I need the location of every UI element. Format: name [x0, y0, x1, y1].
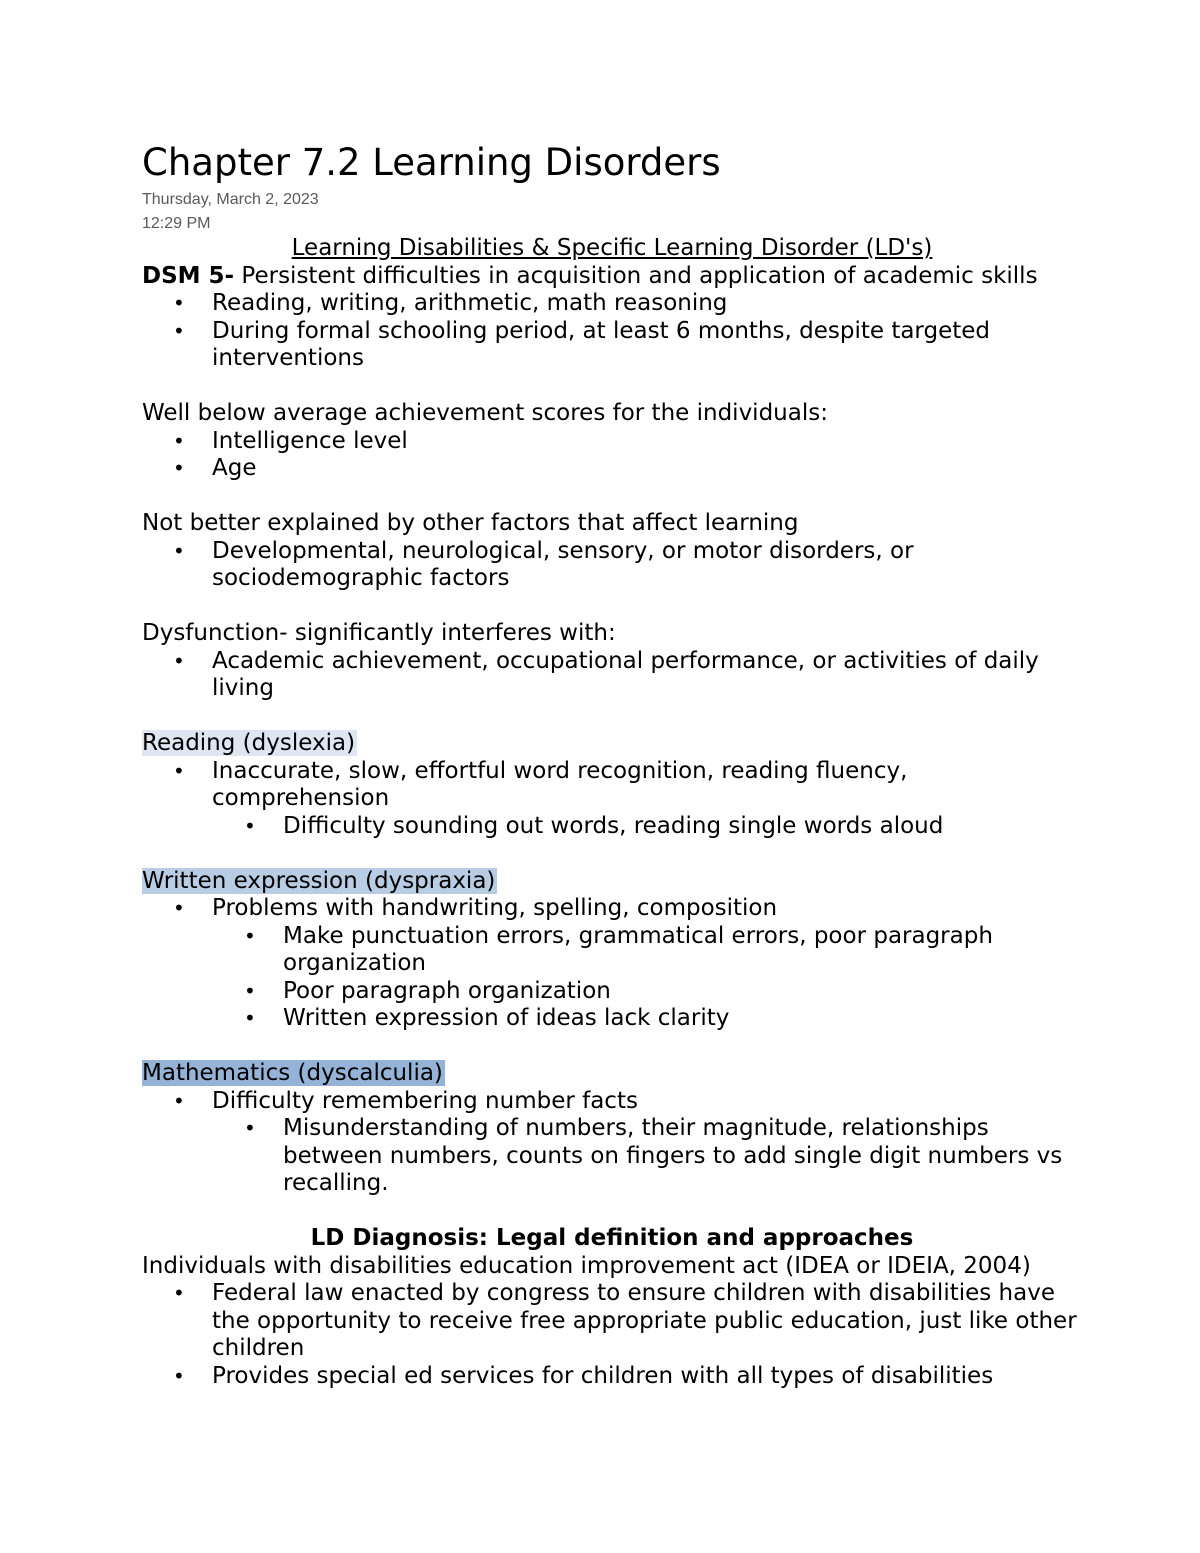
bullet-icon: • — [244, 1116, 256, 1140]
not-explained-list — [142, 538, 1082, 593]
list-item: • Developmental, neurological, sensory, or motor disorders, or sociodemographic factors — [173, 537, 914, 591]
bullet-icon: • — [244, 923, 256, 948]
reading-label: Reading (dyslexia) — [142, 730, 356, 756]
spacer — [142, 840, 1082, 868]
math-heading — [142, 1060, 1082, 1088]
list-item: • Academic achievement, occupational performance, or activities of daily living — [173, 647, 1039, 701]
bullet-icon: • — [173, 456, 185, 480]
bullet-icon: • — [173, 1363, 185, 1388]
achievement-paragraph: Well below average achievement scores for the individuals: — [142, 400, 828, 426]
reading-heading — [142, 730, 1082, 758]
dsm-text: Persistent difficulties in acquisition and application of academic skills — [234, 262, 1038, 289]
note-time: 12:29 PM — [142, 215, 211, 232]
note-date: Thursday, March 2, 2023 — [142, 191, 319, 208]
bullet-icon: • — [244, 813, 256, 838]
list-item: • Age — [173, 455, 257, 481]
bullet-icon: • — [173, 1088, 185, 1113]
spacer — [142, 373, 1082, 401]
list-item: • Poor paragraph organization — [244, 977, 611, 1004]
list-item: • Provides special ed services for children with all types of disabilities — [173, 1362, 994, 1389]
list-item: • Difficulty sounding out words, reading single words aloud — [244, 812, 944, 839]
bullet-icon: • — [244, 978, 256, 1003]
spacer — [142, 1198, 1082, 1226]
bullet-icon: • — [244, 1006, 256, 1030]
dsm-list — [142, 290, 1082, 373]
list-item: • Written expression of ideas lack clarity — [244, 1005, 730, 1031]
list-item: • Misunderstanding of numbers, their magnitude, relationships between numbers, counts on fingers to add single digit numbers vs recalling. — [244, 1115, 1063, 1196]
list-item: • Difficulty remembering number facts — [173, 1087, 638, 1114]
written-list — [142, 895, 1082, 1033]
list-item: • Make punctuation errors, grammatical errors, poor paragraph organization — [244, 922, 993, 976]
dysfunction-paragraph: Dysfunction- significantly interferes with: — [142, 620, 616, 646]
bullet-icon: • — [173, 318, 185, 343]
list-item: • Federal law enacted by congress to ensure children with disabilities have the opportunity to receive free appropriate public education, just like other children — [173, 1280, 1077, 1361]
note-page — [142, 140, 1082, 1390]
diagnosis-paragraph: Individuals with disabilities education improvement act (IDEA or IDEIA, 2004) — [142, 1252, 1031, 1279]
list-item: • Inaccurate, slow, effortful word recognition, reading fluency, comprehension — [173, 757, 908, 811]
dysfunction-list — [142, 648, 1082, 703]
spacer — [142, 1033, 1082, 1061]
dsm-paragraph — [142, 263, 1082, 291]
reading-list — [142, 758, 1082, 841]
list-item: • During formal schooling period, at least 6 months, despite targeted interventions — [173, 317, 991, 371]
section-heading: Learning Disabilities & Specific Learning Disorder (LD's) — [291, 235, 933, 261]
page-title[interactable]: Chapter 7.2 Learning Disorders — [142, 141, 721, 184]
spacer — [142, 483, 1082, 511]
math-list — [142, 1088, 1082, 1198]
bullet-icon: • — [173, 896, 185, 920]
dsm-label: DSM 5- — [142, 262, 235, 289]
achievement-list — [142, 428, 1082, 483]
diagnosis-heading: LD Diagnosis: Legal definition and approaches — [310, 1225, 914, 1251]
bullet-icon: • — [173, 648, 185, 673]
list-item: • Problems with handwriting, spelling, composition — [173, 895, 778, 921]
spacer — [142, 593, 1082, 621]
list-item: • Reading, writing, arithmetic, math reasoning — [173, 290, 728, 316]
list-item: • Intelligence level — [173, 427, 408, 454]
diagnosis-list — [142, 1280, 1082, 1390]
written-heading — [142, 868, 1082, 896]
math-label: Mathematics (dyscalculia) — [142, 1060, 443, 1086]
bullet-icon: • — [173, 758, 185, 783]
spacer — [142, 703, 1082, 731]
bullet-icon: • — [173, 538, 185, 563]
bullet-icon: • — [173, 1281, 185, 1305]
bullet-icon: • — [173, 428, 185, 453]
written-label: Written expression (dyspraxia) — [142, 867, 496, 894]
not-explained-paragraph: Not better explained by other factors that affect learning — [142, 510, 799, 536]
bullet-icon: • — [173, 291, 185, 315]
